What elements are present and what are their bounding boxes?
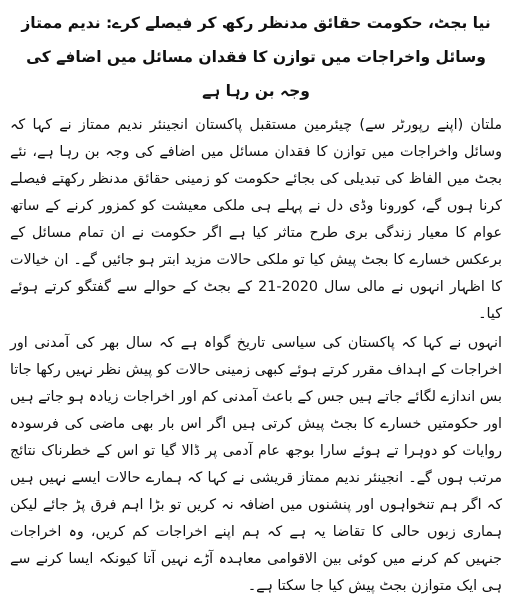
headline-main: نیا بجٹ، حکومت حقائق مدنظر رکھ کر فیصلے کرے: ندیم ممتاز [21, 14, 491, 32]
headline-sub: وسائل واخراجات میں توازن کا فقدان مسائل میں اضافے کی وجہ بن رہا ہے [26, 48, 486, 100]
paragraph-1: ملتان (اپنے رپورٹر سے) چیئرمین مستقبل پاکستان انجینئر ندیم ممتاز نے کہا کہ وسائل واخراجات میں توازن کا فقدان مسائل میں اضافے کی وجہ بن رہا ہے، نئے بجٹ میں الفاظ کی تبدیلی کی بجائے حکومت کو زمینی حقائق مدنظر رکھتے فیصلے کرنا ہوں گے، کورونا وڈی دل نے پہلے ہی ملکی معیشت کو کمزور کرنے کے ساتھ عوام کا معیار زندگی بری طرح متاثر کیا ہے اگر حکومت نے ان تمام مسائل کے برعکس خسارے کا بجٹ پیش کیا تو ملکی حالات مزید ابتر ہو جائیں گے۔ ان خیالات کا اظہار انہوں نے مالی سال 2020-21 کے بجٹ کے حوالے سے گفتگو کرتے ہوئے کیا۔ [10, 117, 503, 322]
paragraph-2: انہوں نے کہا کہ پاکستان کی سیاسی تاریخ گواہ ہے کہ سال بھر کی آمدنی اور اخراجات کے اہداف مقرر کرتے ہوئے کبھی زمینی حالات کو پیش نظر نہیں رکھا جاتا بس اندازے لگائے جاتے ہیں جس کے باعث آمدنی کم اور اخراجات زیادہ ہو جاتے ہیں اور حکومتیں خسارے کا بجٹ پیش کرتی ہیں اگر اس بار بھی ماضی کی فرسودہ روایات کو دوہرا تے ہوئے سارا بوجھ عام آدمی پر ڈالا گیا تو اس کے خطرناک نتائج مرتب ہوں گے۔ انجینئر ندیم ممتاز قریشی نے کہا کہ ہمارے حالات ایسے نہیں ہیں کہ اگر ہم تنخواہوں اور پنشنوں میں اضافہ نہ کریں تو بڑا اہم فرق پڑ جائے لیکن ہماری زبوں حالی کا تقاضا یہ ہے کہ ہم اپنے اخراجات کم کریں، وہ اخراجات جنہیں کم کرنے میں کوئی بین الاقوامی معاہدہ آڑے نہیں آتا کیونکہ ایسا کرنے سے ہی ایک متوازن بجٹ پیش کیا جا سکتا ہے۔ [10, 335, 502, 594]
